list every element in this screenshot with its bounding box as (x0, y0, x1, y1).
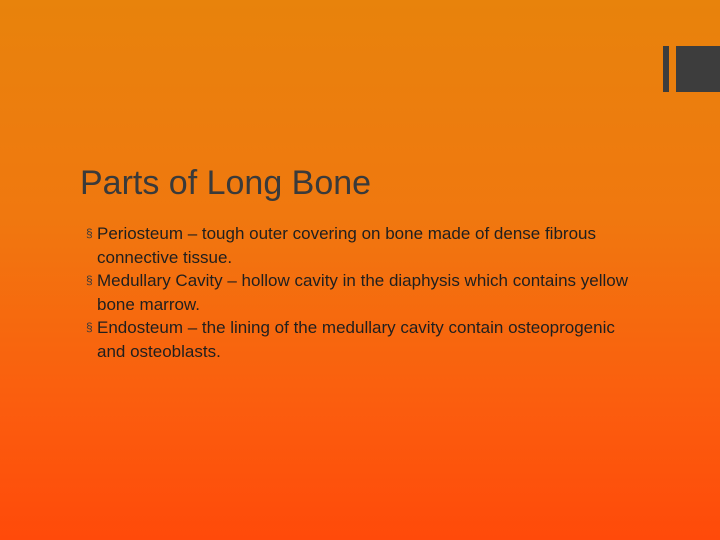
bullet-item-endosteum (86, 316, 646, 363)
accent-bar-thick (676, 46, 720, 92)
bullet-marker: § (86, 320, 93, 334)
slide-title: Parts of Long Bone (80, 164, 372, 202)
bullet-text: Medullary Cavity – hollow cavity in the diaphysis which contains yellow bone marrow. (97, 271, 629, 314)
accent-bar-thin (663, 46, 669, 92)
bullet-item-medullary-cavity (86, 269, 646, 316)
bullet-marker: § (86, 226, 93, 240)
corner-accent-mark (663, 46, 720, 92)
bullet-list (86, 222, 646, 363)
bullet-text: Periosteum – tough outer covering on bone made of dense fibrous connective tissue. (97, 224, 596, 267)
bullet-text: Endosteum – the lining of the medullary cavity contain osteoprogenic and osteoblasts. (97, 318, 615, 361)
bullet-item-periosteum (86, 222, 646, 269)
bullet-marker: § (86, 273, 93, 287)
